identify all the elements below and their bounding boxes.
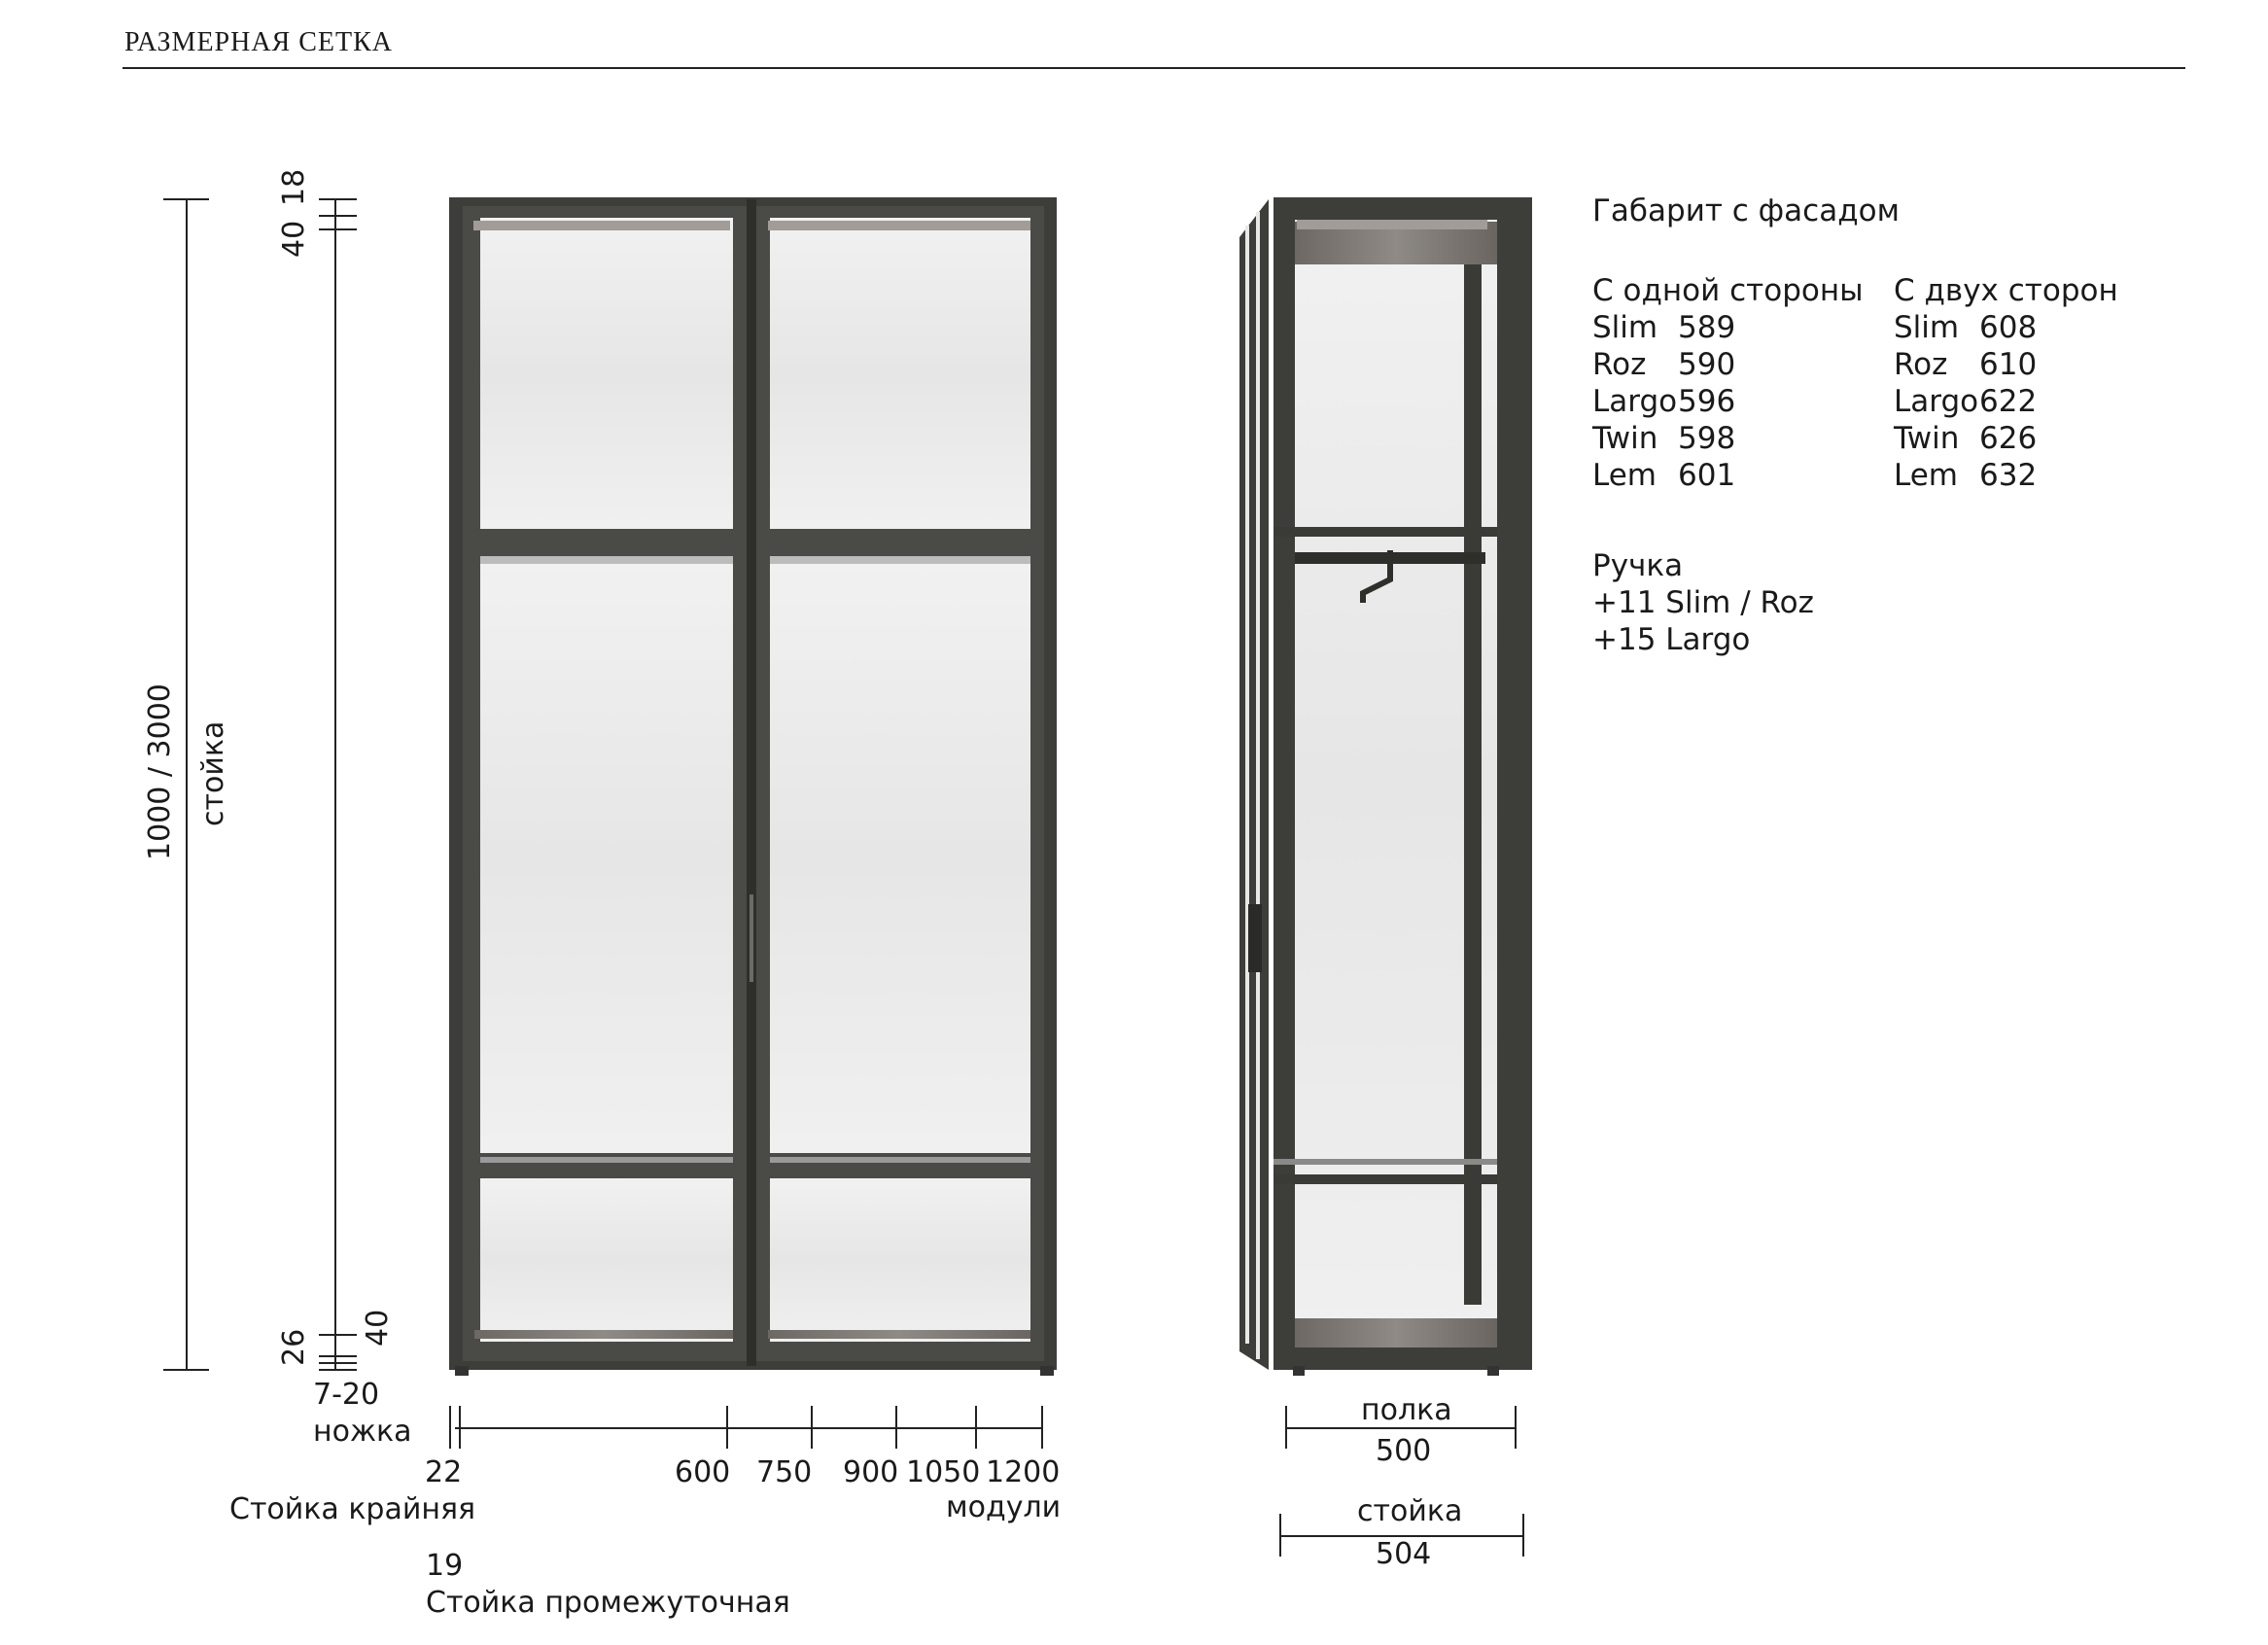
- list-item: Largo 596: [1592, 384, 1736, 419]
- page-title: РАЗМЕРНАЯ СЕТКА: [124, 27, 394, 57]
- list-item: Lem 632: [1894, 458, 2038, 493]
- leg-caption: ножка: [313, 1415, 412, 1449]
- width-mark-900: 900: [843, 1455, 899, 1489]
- bottom-dim-40: 40: [361, 1309, 395, 1347]
- one-side-header: С одной стороны: [1592, 273, 1864, 308]
- list-item: Lem 601: [1592, 458, 1736, 493]
- side-cabinet: [1239, 197, 1532, 1376]
- bottom-dim-26: 26: [277, 1328, 311, 1366]
- width-mark-750: 750: [756, 1455, 813, 1489]
- outer-post-caption: Стойка крайняя: [229, 1492, 476, 1526]
- two-side-header: С двух сторон: [1894, 273, 2118, 308]
- list-item: Slim 608: [1894, 310, 2038, 345]
- modules-caption: модули: [946, 1490, 1062, 1524]
- post-caption: стойка: [1357, 1494, 1463, 1528]
- list-item: Largo 622: [1894, 384, 2038, 419]
- post-value: 504: [1376, 1537, 1432, 1571]
- handle-line: +11 Slim / Roz: [1592, 585, 1814, 620]
- handle-title: Ручка: [1592, 548, 1684, 583]
- top-dim-40: 40: [277, 220, 311, 258]
- handle-line: +15 Largo: [1592, 622, 1751, 657]
- list-item: Roz 590: [1592, 347, 1736, 382]
- mid-post-caption: Стойка промежуточная: [426, 1586, 790, 1620]
- width-mark-1050: 1050: [906, 1455, 981, 1489]
- height-caption: стойка: [196, 720, 230, 826]
- height-label: 1000 / 3000: [143, 683, 177, 860]
- shelf-value: 500: [1376, 1434, 1432, 1468]
- info-title: Габарит с фасадом: [1592, 193, 1900, 228]
- handle-block: [1592, 547, 1814, 658]
- width-dimension: [450, 1406, 1042, 1449]
- shelf-caption: полка: [1361, 1393, 1452, 1427]
- top-detail-dimension: [319, 199, 357, 1370]
- mid-post-value: 19: [426, 1549, 464, 1583]
- list-item: Twin 598: [1592, 421, 1736, 456]
- leg-value: 7-20: [313, 1378, 380, 1412]
- width-mark-1200: 1200: [986, 1455, 1061, 1489]
- two-side-table: [1894, 272, 2118, 494]
- one-side-table: [1592, 272, 1864, 494]
- list-item: Roz 610: [1894, 347, 2038, 382]
- list-item: Twin 626: [1894, 421, 2038, 456]
- width-mark-22: 22: [425, 1455, 463, 1489]
- front-cabinet: [449, 197, 1057, 1376]
- list-item: Slim 589: [1592, 310, 1736, 345]
- width-mark-600: 600: [675, 1455, 731, 1489]
- top-dim-18: 18: [277, 168, 311, 206]
